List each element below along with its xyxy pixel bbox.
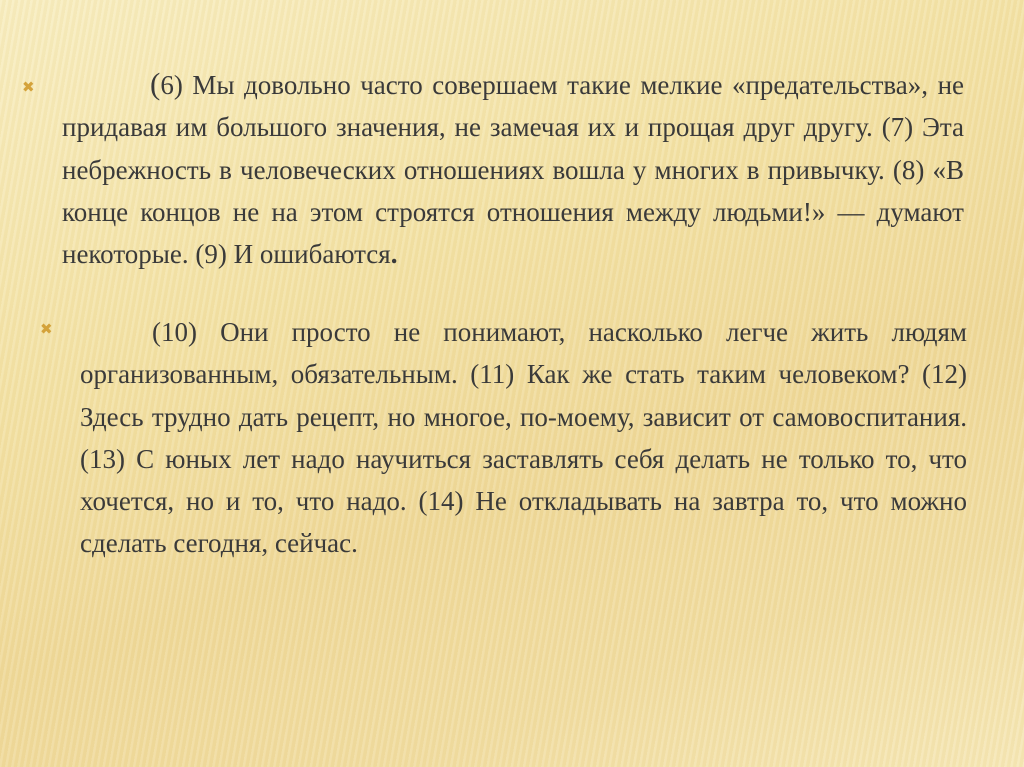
x-mark-icon: ✖ [22, 78, 35, 96]
paragraph-1 [62, 63, 964, 275]
paragraph-1-text: 6) Мы довольно часто совершаем такие мелкие «предательства», не придавая им большого значения, не замечая их и прощая друг другу. (7) Эта небрежность в человеческих отношениях вошла у многих в привычку. (8) «В конце концов не на этом строятся отношения между людьми!» — думают некоторые. (9) И ошибаются [62, 70, 964, 270]
paragraph-1-end: . [390, 239, 398, 270]
paragraph-1-lead: ( [150, 66, 161, 101]
paragraph-2 [80, 311, 967, 565]
paragraph-2-text: (10) Они просто не понимают, насколько легче жить людям организованным, обязательным. (11) Как же стать таким человеком? (12) Здесь трудно дать рецепт, но многое, по-моему, зависит от самовоспитания. (13) С юных лет надо научиться заставлять себя делать не только то, что хочется, но и то, что надо. (14) Не откладывать на завтра то, что можно сделать сегодня, сейчас. [80, 317, 967, 559]
x-mark-icon: ✖ [40, 320, 53, 338]
